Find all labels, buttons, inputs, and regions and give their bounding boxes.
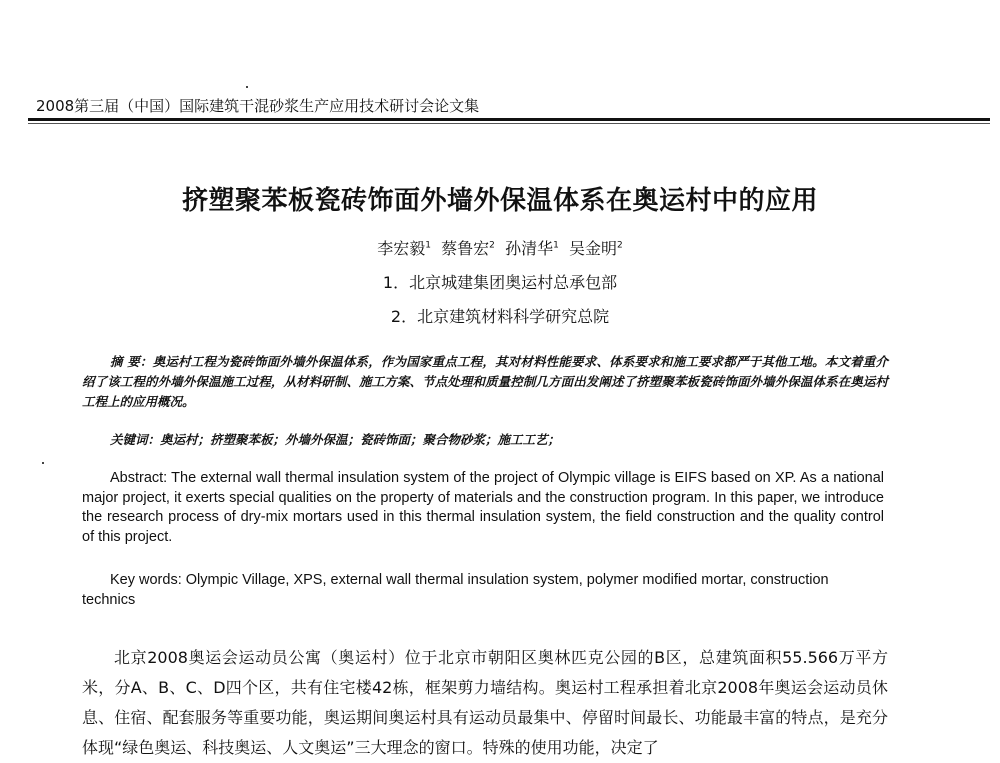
affiliation-2: 2．北京建筑材料科学研究总院 — [390, 307, 610, 326]
header-rule-thin — [28, 123, 990, 124]
running-header: 2008第三届（中国）国际建筑干混砂浆生产应用技术研讨会论文集 — [36, 97, 480, 115]
english-abstract: Abstract: The external wall thermal insulation system of the project of Olympic village is EIFS based on XP. As a national major project, it exerts special qualities on the property of materials and the construction program. In this paper, we introduce the research process of dry-mix mortars used in this thermal insulation system, the field construction and the quality control of this project. — [82, 470, 884, 545]
author-affil-mark: 1 — [425, 240, 431, 251]
author-name: 吴金明 — [569, 239, 618, 258]
author-name: 蔡鲁宏 — [441, 239, 490, 258]
author-name: 孙清华 — [505, 239, 554, 258]
header-rule — [28, 118, 990, 121]
chinese-keywords: 关键词：奥运村；挤塑聚苯板；外墙外保温；瓷砖饰面；聚合物砂浆；施工工艺； — [110, 432, 561, 447]
author-affil-mark: 1 — [553, 240, 559, 251]
body-paragraph: 北京2008奥运会运动员公寓（奥运村）位于北京市朝阳区奥林匹克公园的B区，总建筑面积55.566万平方米，分A、B、C、D四个区，共有住宅楼42栋，框架剪力墙结构。奥运村工程承担着北京2008年奥运会运动员休息、住宿、配套服务等重要功能，奥运期间奥运村具有运动员最集中、停留时间最长、功能最丰富的特点，是充分体现“绿色奥运、科技奥运、人文奥运”三大理念的窗口。特殊的使用功能，决定了 — [82, 648, 888, 757]
scan-speck — [42, 462, 44, 464]
paper-title: 挤塑聚苯板瓷砖饰面外墙外保温体系在奥运村中的应用 — [181, 186, 818, 216]
author-name: 李宏毅 — [377, 239, 426, 258]
english-keywords: Key words: Olympic Village, XPS, external wall thermal insulation system, polymer modified mortar, construction technics — [82, 572, 829, 608]
scan-speck — [246, 86, 248, 88]
chinese-abstract: 摘 要：奥运村工程为瓷砖饰面外墙外保温体系，作为国家重点工程，其对材料性能要求、体系要求和施工要求都严于其他工地。本文着重介绍了该工程的外墙外保温施工过程，从材料研制、施工方案、节点处理和质量控制几方面出发阐述了挤塑聚苯板瓷砖饰面外墙外保温体系在奥运村工程上的应用概况。 — [82, 354, 888, 409]
author-affil-mark: 2 — [489, 240, 495, 251]
author-list — [0, 236, 1000, 259]
author-affil-mark: 2 — [617, 240, 623, 251]
affiliation-1: 1．北京城建集团奥运村总承包部 — [382, 273, 618, 292]
